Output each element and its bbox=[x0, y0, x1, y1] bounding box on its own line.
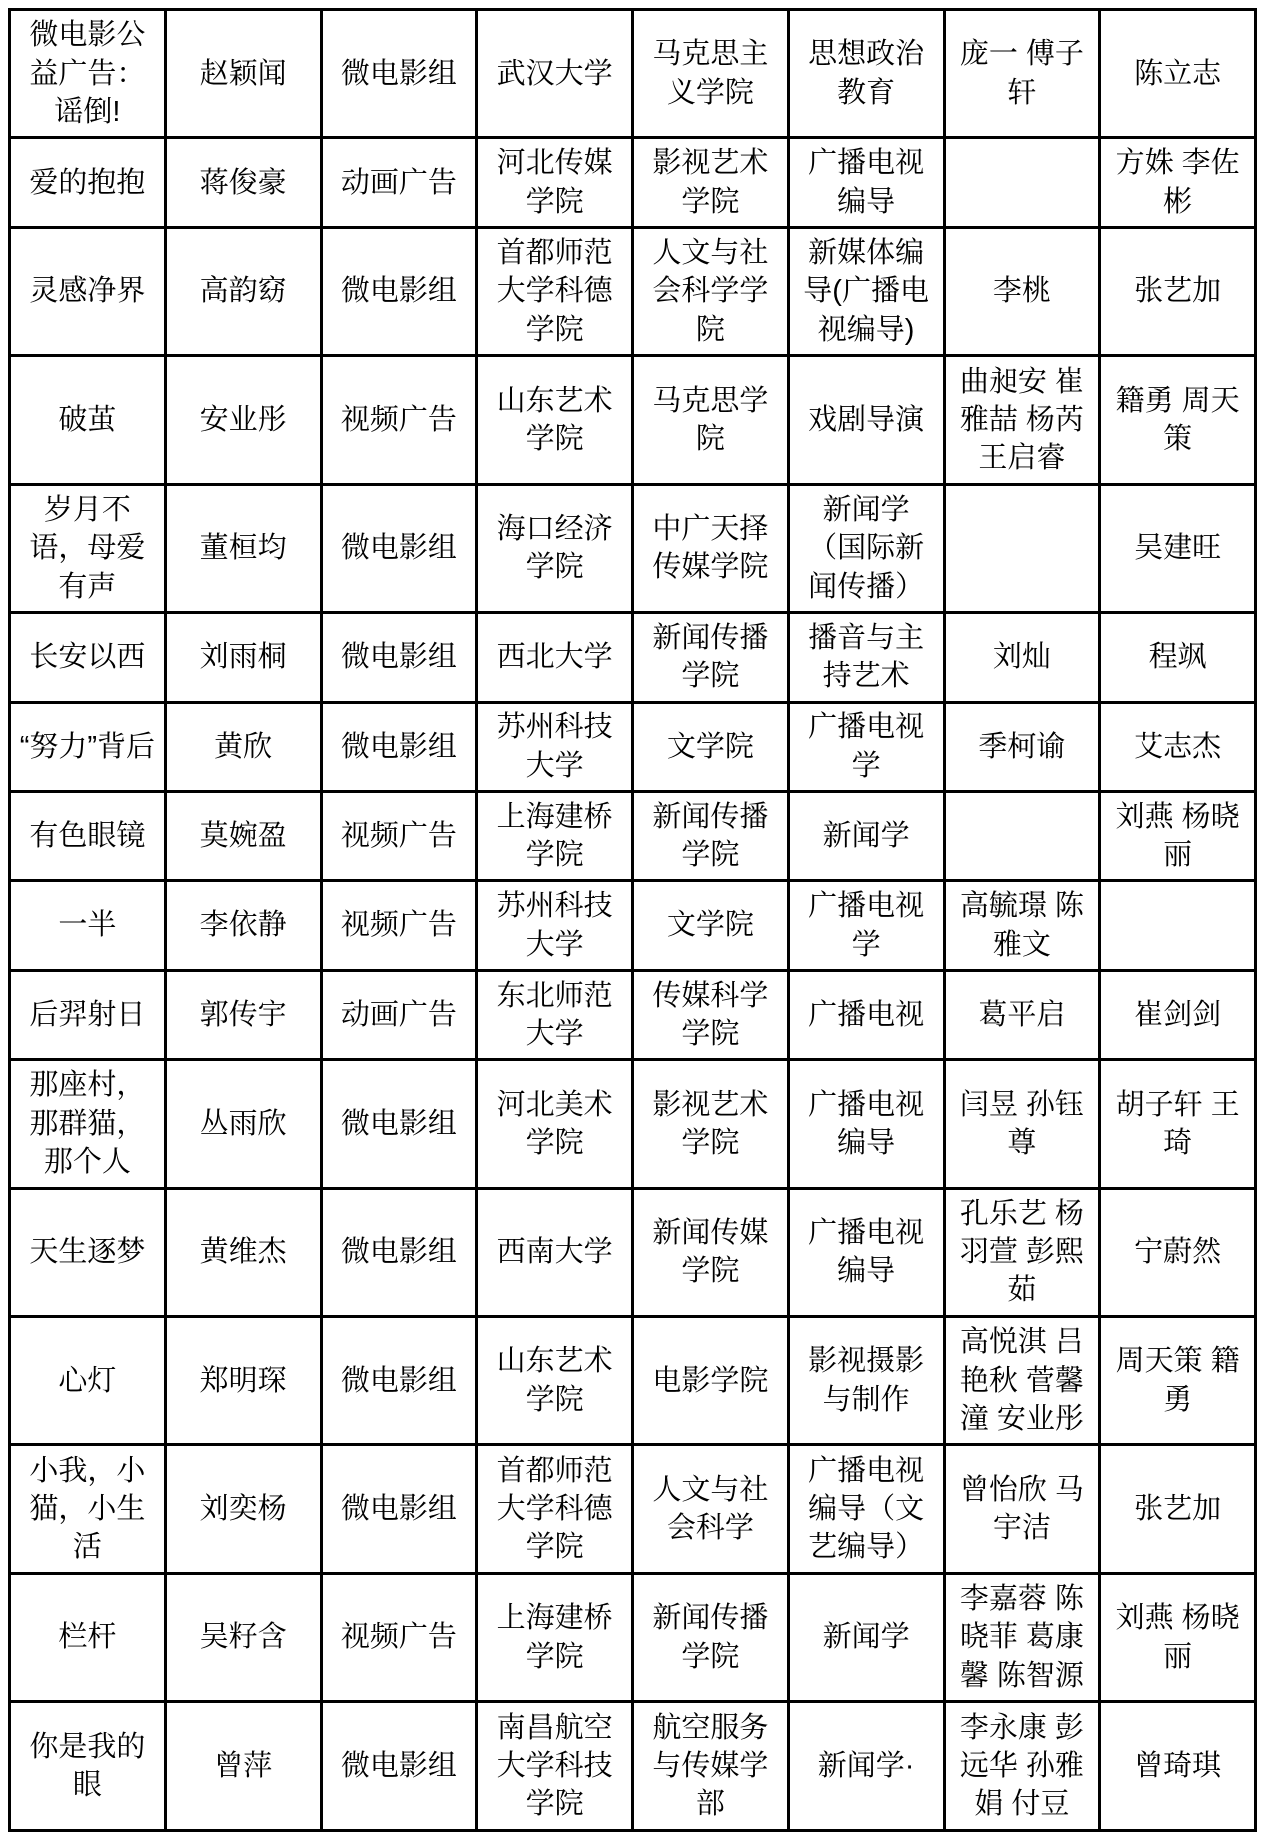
table-cell: 苏州科技大学 bbox=[477, 881, 633, 970]
table-cell: 中广天择传媒学院 bbox=[633, 484, 789, 612]
table-cell: 黄维杰 bbox=[165, 1188, 321, 1316]
table-cell: 葛平启 bbox=[944, 970, 1100, 1059]
table-cell: 张艺加 bbox=[1100, 227, 1256, 355]
entry-list-table bbox=[8, 8, 1257, 1832]
table-row bbox=[10, 1060, 1256, 1188]
table-cell: 首都师范大学科德学院 bbox=[477, 227, 633, 355]
table-cell: 河北美术学院 bbox=[477, 1060, 633, 1188]
table-cell: 文学院 bbox=[633, 702, 789, 791]
table-cell: 岁月不语，母爱有声 bbox=[10, 484, 166, 612]
table-cell: 郭传宇 bbox=[165, 970, 321, 1059]
table-cell: 蒋俊豪 bbox=[165, 138, 321, 227]
table-row bbox=[10, 1188, 1256, 1316]
table-cell: 黄欣 bbox=[165, 702, 321, 791]
table-cell: 李桃 bbox=[944, 227, 1100, 355]
table-cell bbox=[944, 138, 1100, 227]
table-cell: 河北传媒学院 bbox=[477, 138, 633, 227]
table-cell: 视频广告 bbox=[321, 791, 477, 880]
table-cell: 传媒科学学院 bbox=[633, 970, 789, 1059]
table-cell: 广播电视编导（文艺编导） bbox=[788, 1445, 944, 1573]
table-cell: 视频广告 bbox=[321, 1573, 477, 1701]
table-row bbox=[10, 702, 1256, 791]
table-cell: 曾萍 bbox=[165, 1702, 321, 1831]
table-cell: 影视摄影与制作 bbox=[788, 1316, 944, 1444]
table-cell: 人文与社会科学学院 bbox=[633, 227, 789, 355]
table-cell: 李依静 bbox=[165, 881, 321, 970]
table-cell: 莫婉盈 bbox=[165, 791, 321, 880]
table-cell: 南昌航空大学科技学院 bbox=[477, 1702, 633, 1831]
table-cell: 孔乐艺 杨羽萱 彭熙茹 bbox=[944, 1188, 1100, 1316]
table-cell: 艾志杰 bbox=[1100, 702, 1256, 791]
table-cell: 心灯 bbox=[10, 1316, 166, 1444]
table-cell: 西南大学 bbox=[477, 1188, 633, 1316]
table-cell bbox=[1100, 881, 1256, 970]
table-cell bbox=[944, 484, 1100, 612]
table-cell: 郑明琛 bbox=[165, 1316, 321, 1444]
table-row bbox=[10, 1573, 1256, 1701]
table-cell: 文学院 bbox=[633, 881, 789, 970]
table-cell: 新闻学· bbox=[788, 1702, 944, 1831]
table-cell: 后羿射日 bbox=[10, 970, 166, 1059]
table-cell: 新闻传播学院 bbox=[633, 613, 789, 702]
table-cell: 新闻传媒学院 bbox=[633, 1188, 789, 1316]
table-cell: 胡子轩 王琦 bbox=[1100, 1060, 1256, 1188]
table-cell: 广播电视学 bbox=[788, 702, 944, 791]
table-cell: 刘灿 bbox=[944, 613, 1100, 702]
table-cell: 赵颖闻 bbox=[165, 10, 321, 138]
table-cell: 天生逐梦 bbox=[10, 1188, 166, 1316]
table-cell: 董桓均 bbox=[165, 484, 321, 612]
table-cell: “努力”背后 bbox=[10, 702, 166, 791]
table-cell: 曲昶安 崔雅喆 杨芮 王启睿 bbox=[944, 356, 1100, 484]
table-cell: 新闻学 bbox=[788, 791, 944, 880]
table-cell: 微电影公益广告：谣倒! bbox=[10, 10, 166, 138]
table-cell: 微电影组 bbox=[321, 702, 477, 791]
table-cell: 上海建桥学院 bbox=[477, 1573, 633, 1701]
table-cell: 马克思学院 bbox=[633, 356, 789, 484]
table-row bbox=[10, 613, 1256, 702]
table-cell: 微电影组 bbox=[321, 1060, 477, 1188]
table-row bbox=[10, 484, 1256, 612]
table-cell: 山东艺术学院 bbox=[477, 356, 633, 484]
table-cell: 籍勇 周天策 bbox=[1100, 356, 1256, 484]
table-cell: 动画广告 bbox=[321, 970, 477, 1059]
table-cell: 航空服务与传媒学部 bbox=[633, 1702, 789, 1831]
table-cell: 灵感净界 bbox=[10, 227, 166, 355]
table-cell: 李永康 彭远华 孙雅娟 付豆 bbox=[944, 1702, 1100, 1831]
table-cell: 上海建桥学院 bbox=[477, 791, 633, 880]
table-cell: 有色眼镜 bbox=[10, 791, 166, 880]
table-cell: 西北大学 bbox=[477, 613, 633, 702]
table-cell: 广播电视编导 bbox=[788, 138, 944, 227]
table-cell: 微电影组 bbox=[321, 1188, 477, 1316]
table-cell: 吴建旺 bbox=[1100, 484, 1256, 612]
table-cell: 爱的抱抱 bbox=[10, 138, 166, 227]
table-cell: 马克思主义学院 bbox=[633, 10, 789, 138]
table-row bbox=[10, 227, 1256, 355]
table-cell: 崔剑剑 bbox=[1100, 970, 1256, 1059]
table-cell: 你是我的眼 bbox=[10, 1702, 166, 1831]
table-cell: 人文与社会科学 bbox=[633, 1445, 789, 1573]
table-row bbox=[10, 138, 1256, 227]
table-cell: 山东艺术学院 bbox=[477, 1316, 633, 1444]
table-cell: 影视艺术学院 bbox=[633, 1060, 789, 1188]
table-cell: 微电影组 bbox=[321, 613, 477, 702]
table-cell: 庞一 傅子轩 bbox=[944, 10, 1100, 138]
table-cell: 一半 bbox=[10, 881, 166, 970]
table-row bbox=[10, 1316, 1256, 1444]
table-cell: 海口经济学院 bbox=[477, 484, 633, 612]
table-cell: 新闻传播学院 bbox=[633, 791, 789, 880]
table-cell: 刘奕杨 bbox=[165, 1445, 321, 1573]
table-cell: 武汉大学 bbox=[477, 10, 633, 138]
table-cell: 微电影组 bbox=[321, 1445, 477, 1573]
table-cell bbox=[944, 791, 1100, 880]
table-cell: 广播电视 bbox=[788, 970, 944, 1059]
table-cell: 方姝 李佐彬 bbox=[1100, 138, 1256, 227]
table-cell: 微电影组 bbox=[321, 10, 477, 138]
table-row bbox=[10, 970, 1256, 1059]
table-cell: 苏州科技大学 bbox=[477, 702, 633, 791]
table-cell: 周天策 籍勇 bbox=[1100, 1316, 1256, 1444]
table-cell: 刘燕 杨晓丽 bbox=[1100, 1573, 1256, 1701]
table-row bbox=[10, 10, 1256, 138]
table-cell: 宁蔚然 bbox=[1100, 1188, 1256, 1316]
table-cell: 吴籽含 bbox=[165, 1573, 321, 1701]
table-row bbox=[10, 1445, 1256, 1573]
table-cell: 季柯谕 bbox=[944, 702, 1100, 791]
table-cell: 电影学院 bbox=[633, 1316, 789, 1444]
table-cell: 播音与主持艺术 bbox=[788, 613, 944, 702]
table-cell: 安业彤 bbox=[165, 356, 321, 484]
table-cell: 广播电视编导 bbox=[788, 1188, 944, 1316]
table-row bbox=[10, 881, 1256, 970]
table-cell: 思想政治教育 bbox=[788, 10, 944, 138]
table-cell: 闫昱 孙钰尊 bbox=[944, 1060, 1100, 1188]
table-row bbox=[10, 356, 1256, 484]
table-body bbox=[10, 10, 1256, 1831]
table-cell: 栏杆 bbox=[10, 1573, 166, 1701]
table-cell: 微电影组 bbox=[321, 227, 477, 355]
table-cell: 陈立志 bbox=[1100, 10, 1256, 138]
table-row bbox=[10, 1702, 1256, 1831]
table-cell: 曾琦琪 bbox=[1100, 1702, 1256, 1831]
table-cell: 程飒 bbox=[1100, 613, 1256, 702]
table-row bbox=[10, 791, 1256, 880]
table-cell: 高毓璟 陈雅文 bbox=[944, 881, 1100, 970]
table-cell: 微电影组 bbox=[321, 1702, 477, 1831]
table-cell: 李嘉蓉 陈晓菲 葛康馨 陈智源 bbox=[944, 1573, 1100, 1701]
table-cell: 影视艺术学院 bbox=[633, 138, 789, 227]
table-cell: 动画广告 bbox=[321, 138, 477, 227]
table-cell: 刘雨桐 bbox=[165, 613, 321, 702]
table-cell: 小我，小猫，小生活 bbox=[10, 1445, 166, 1573]
table-cell: 戏剧导演 bbox=[788, 356, 944, 484]
table-cell: 广播电视编导 bbox=[788, 1060, 944, 1188]
table-cell: 那座村，那群猫，那个人 bbox=[10, 1060, 166, 1188]
table-cell: 视频广告 bbox=[321, 881, 477, 970]
table-cell: 高悦淇 吕艳秋 菅馨潼 安业彤 bbox=[944, 1316, 1100, 1444]
table-cell: 长安以西 bbox=[10, 613, 166, 702]
table-cell: 高韵窈 bbox=[165, 227, 321, 355]
table-cell: 破茧 bbox=[10, 356, 166, 484]
table-cell: 丛雨欣 bbox=[165, 1060, 321, 1188]
table-cell: 新闻学 bbox=[788, 1573, 944, 1701]
table-cell: 张艺加 bbox=[1100, 1445, 1256, 1573]
table-cell: 刘燕 杨晓丽 bbox=[1100, 791, 1256, 880]
table-cell: 微电影组 bbox=[321, 1316, 477, 1444]
table-cell: 新闻学（国际新闻传播） bbox=[788, 484, 944, 612]
table-cell: 广播电视学 bbox=[788, 881, 944, 970]
table-cell: 新闻传播学院 bbox=[633, 1573, 789, 1701]
table-cell: 微电影组 bbox=[321, 484, 477, 612]
table-cell: 首都师范大学科德学院 bbox=[477, 1445, 633, 1573]
table-cell: 东北师范大学 bbox=[477, 970, 633, 1059]
table-cell: 新媒体编导(广播电视编导) bbox=[788, 227, 944, 355]
table-cell: 视频广告 bbox=[321, 356, 477, 484]
table-cell: 曾怡欣 马宇洁 bbox=[944, 1445, 1100, 1573]
